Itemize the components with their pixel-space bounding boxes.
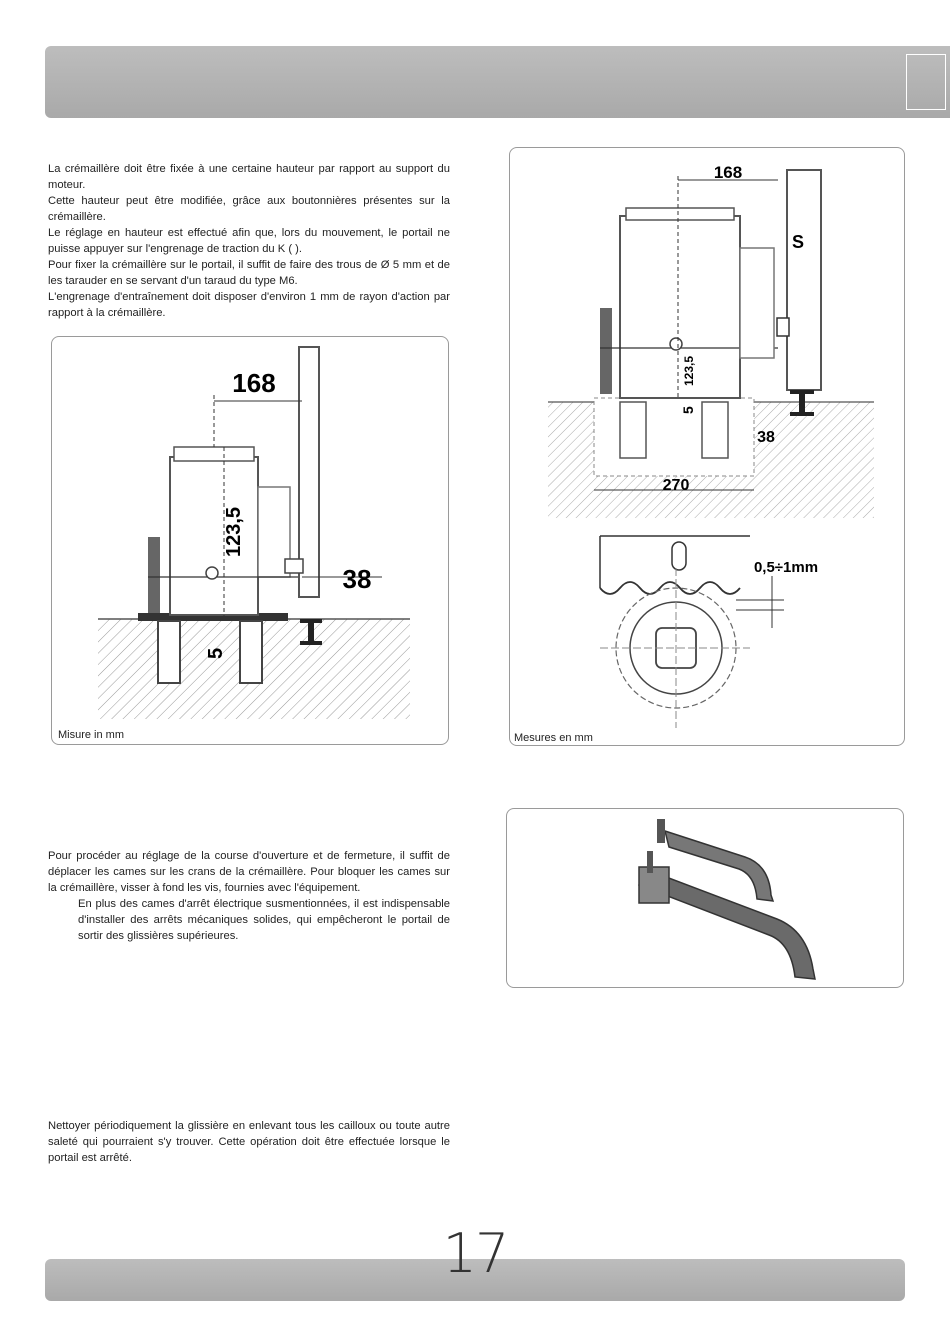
dim-base-label: 270	[662, 477, 690, 494]
page-number: 17	[442, 1222, 508, 1285]
figure2-caption: Mesures en mm	[514, 732, 593, 744]
dim-width-label: 168	[232, 368, 276, 398]
dim-offset-label: 38	[757, 429, 775, 446]
rack-mounting-text	[48, 161, 450, 321]
figure1-caption: Misure in mm	[58, 729, 125, 741]
dim-width-label: 168	[713, 163, 743, 182]
motor-rack-detail-diagram	[510, 148, 904, 745]
paragraph: Nettoyer périodiquement la glissière en enlevant tous les cailloux ou toute autre saleté qui pourraient s'y trouver. Cette opération doit être effectuée lorsque le portail est arrêté.	[48, 1120, 450, 1164]
paragraph: Le réglage en hauteur est effectué afin que, lors du mouvement, le portail ne puisse appuyer sur l'engrenage de traction du K ( ).	[48, 227, 450, 255]
motor-side-view-diagram	[52, 337, 448, 744]
dim-depth-label: 5	[205, 647, 227, 659]
dim-height-label: 123,5	[223, 506, 245, 557]
maintenance-text	[48, 1118, 450, 1166]
header-corner-box	[906, 54, 946, 110]
dim-gap-label: 0,5÷1mm	[753, 559, 819, 576]
limit-cams-figure	[506, 808, 904, 988]
cam-adjustment-text	[48, 848, 450, 944]
header-band	[45, 46, 950, 118]
dim-offset-label: 38	[342, 564, 372, 594]
dim-s-label: S	[791, 232, 805, 252]
indented-paragraph: En plus des cames d'arrêt électrique susmentionnées, il est indispensable d'installer des arrêts mécaniques solides, qui empêcheront le portail de sortir des glissières supérieures.	[78, 898, 450, 942]
paragraph: L'engrenage d'entraînement doit disposer d'environ 1 mm de rayon d'action par rapport à la crémaillère.	[48, 291, 450, 319]
paragraph: La crémaillère doit être fixée à une certaine hauteur par rapport au support du moteur.	[48, 163, 450, 191]
dim-depth-label: 5	[680, 406, 696, 414]
paragraph: Pour fixer la crémaillère sur le portail, il suffit de faire des trous de Ø 5 mm et de les tarauder en se servant d'un taraud du type M6.	[48, 259, 450, 287]
dim-height-label: 123,5	[682, 355, 696, 386]
paragraph: Cette hauteur peut être modifiée, grâce aux boutonnières présentes sur la crémaillère.	[48, 195, 450, 223]
motor-rack-detail-figure	[509, 147, 905, 746]
paragraph: Pour procéder au réglage de la course d'ouverture et de fermeture, il suffit de déplacer les cames sur les crans de la crémaillère. Pour bloquer les cames sur la crémaillère, visser à fond les vis, fournies avec l'équipement.	[48, 850, 450, 894]
limit-cams-illustration	[507, 809, 903, 987]
motor-side-view-figure	[51, 336, 449, 745]
